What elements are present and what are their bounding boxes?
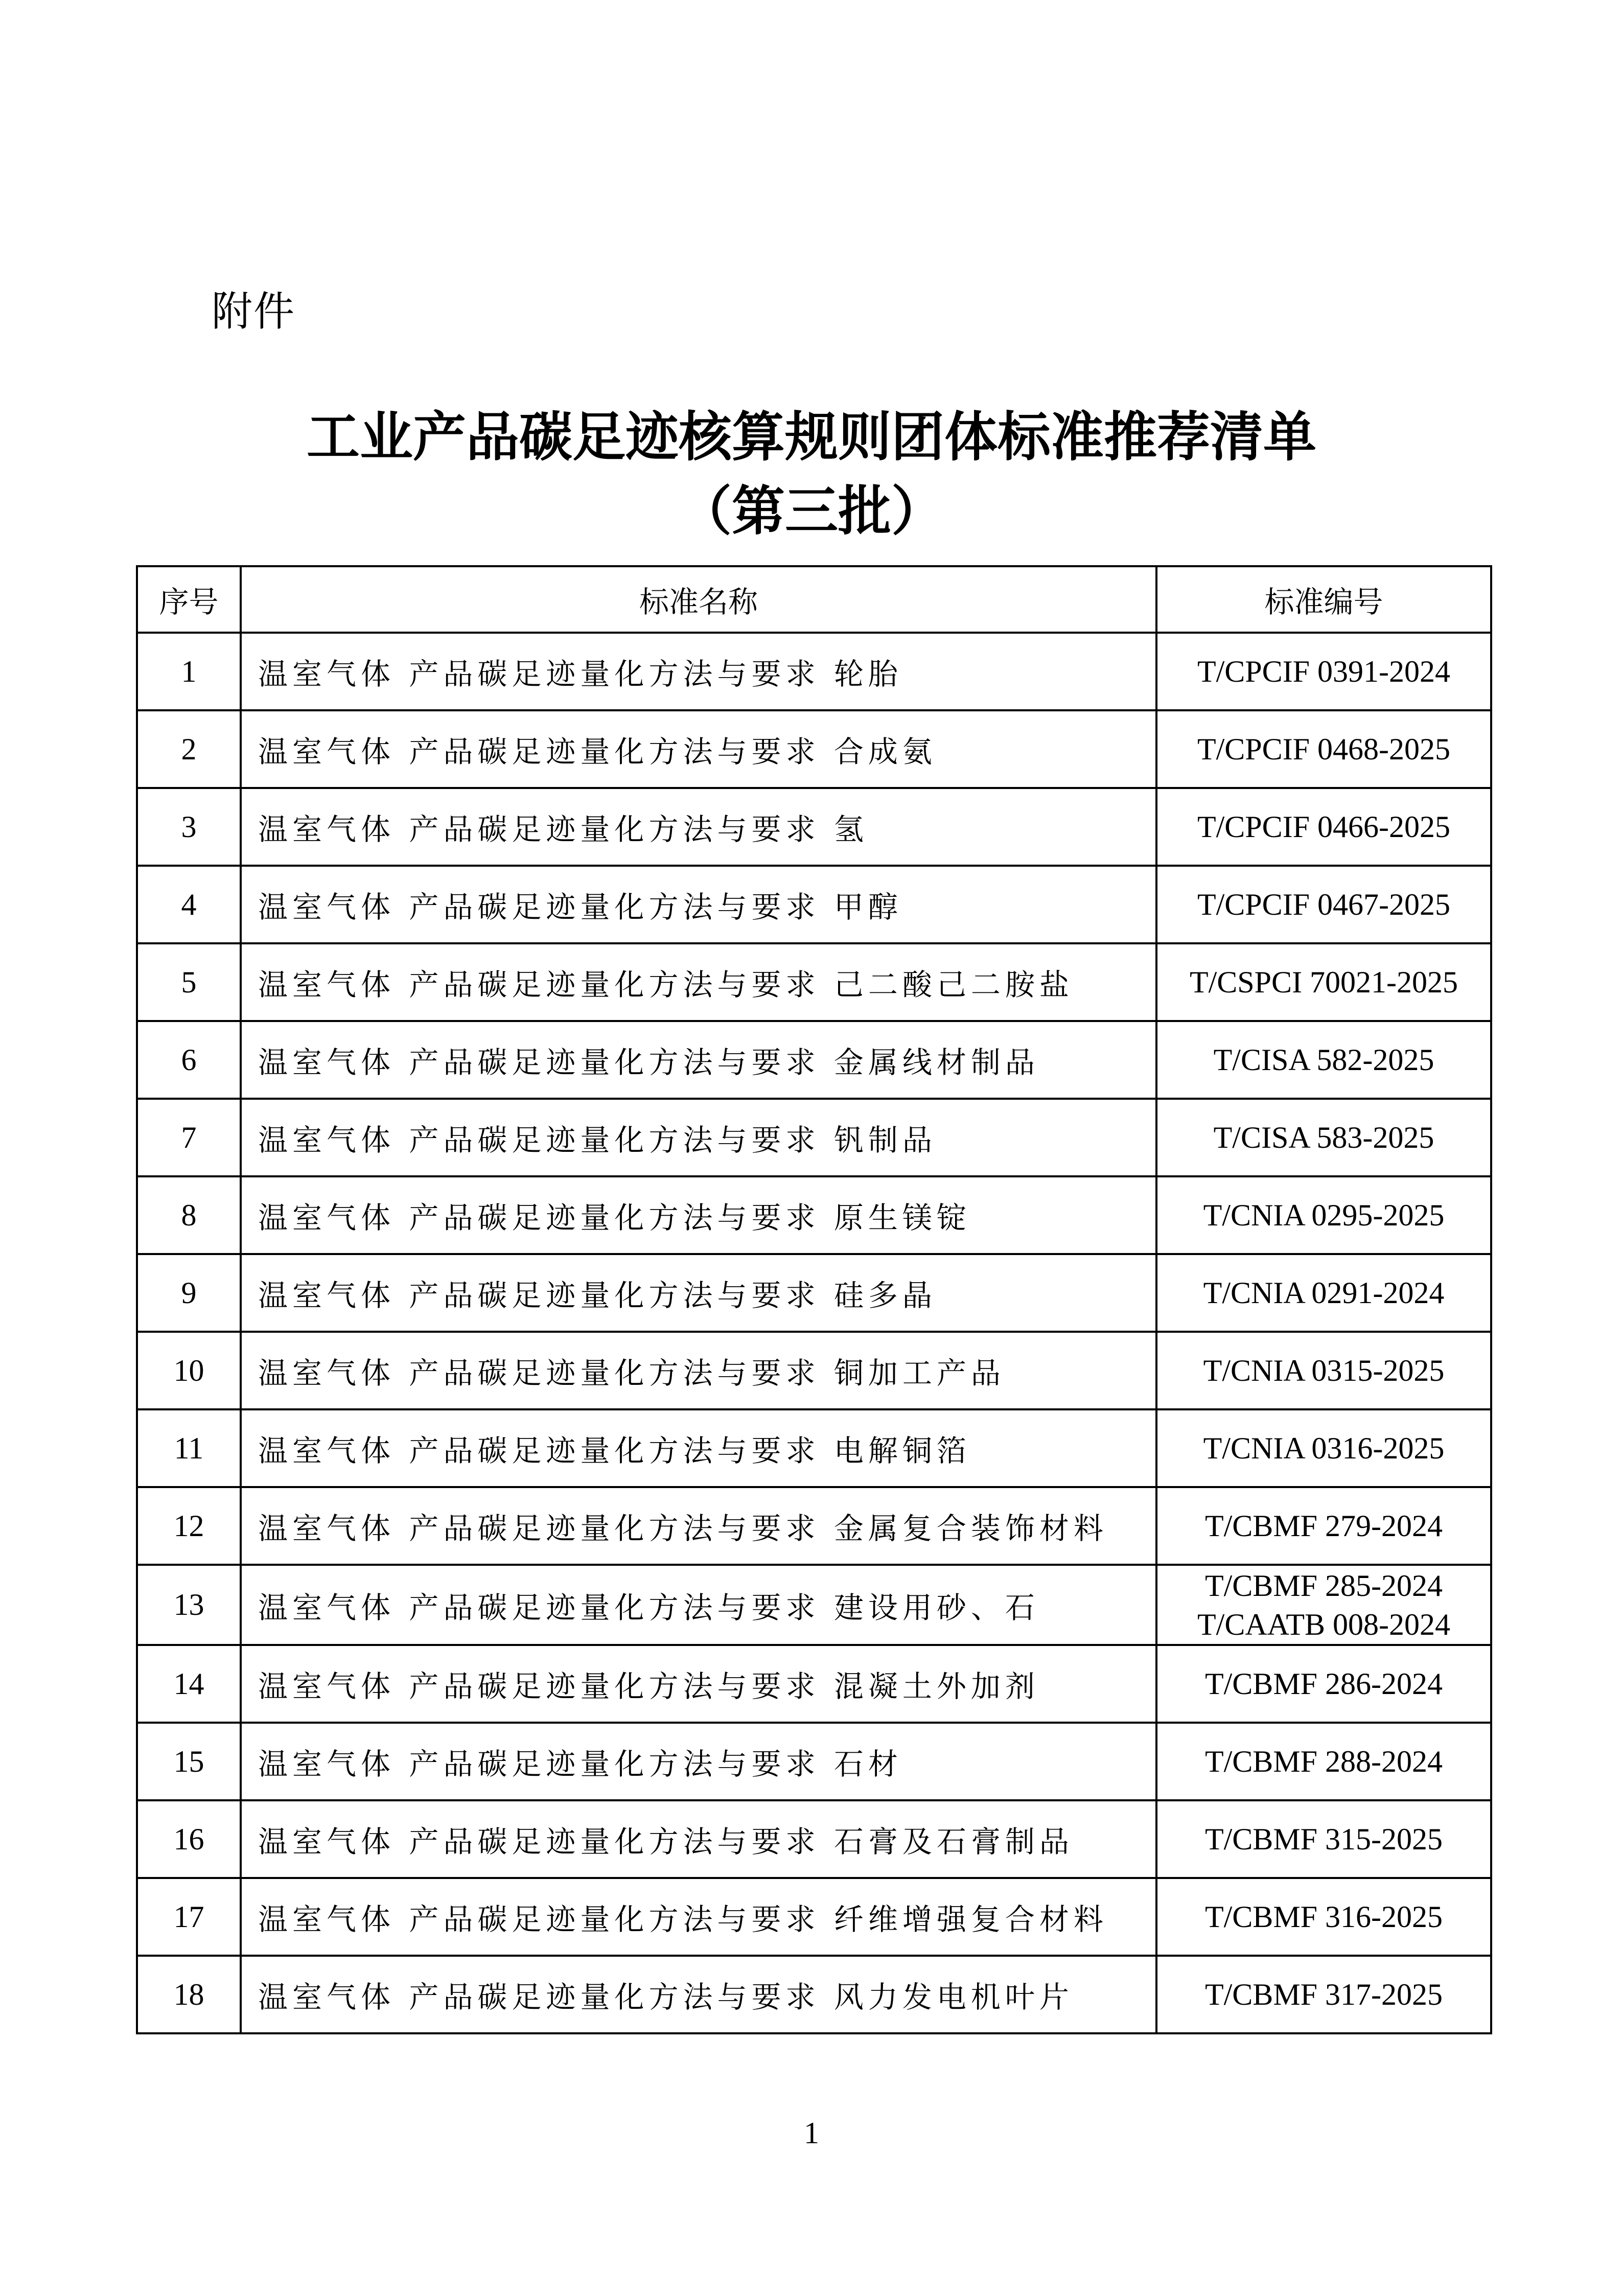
table-row <box>137 1878 1491 1956</box>
standard-code <box>1156 633 1491 710</box>
standard-code <box>1156 1099 1491 1176</box>
standard-code-line: T/CBMF 285-2024 <box>1204 1568 1443 1603</box>
standard-name: 温室气体 产品碳足迹量化方法与要求 原生镁锭 <box>241 1176 1156 1254</box>
row-number: 8 <box>137 1176 241 1254</box>
standard-name: 温室气体 产品碳足迹量化方法与要求 风力发电机叶片 <box>241 1956 1156 2033</box>
standard-code-line: T/CISA 583-2025 <box>1213 1121 1434 1154</box>
standard-name: 温室气体 产品碳足迹量化方法与要求 石膏及石膏制品 <box>241 1800 1156 1878</box>
standard-code <box>1156 1409 1491 1487</box>
row-number: 9 <box>137 1254 241 1332</box>
table-row <box>137 633 1491 710</box>
row-number: 16 <box>137 1800 241 1878</box>
standard-code-line: T/CBMF 317-2025 <box>1204 1978 1443 2011</box>
standard-code <box>1156 866 1491 943</box>
standard-code-line: T/CNIA 0316-2025 <box>1203 1431 1445 1465</box>
standard-name: 温室气体 产品碳足迹量化方法与要求 电解铜箔 <box>241 1409 1156 1487</box>
table-body <box>137 633 1491 2033</box>
standard-name: 温室气体 产品碳足迹量化方法与要求 轮胎 <box>241 633 1156 710</box>
row-number: 6 <box>137 1021 241 1099</box>
standard-name: 温室气体 产品碳足迹量化方法与要求 合成氨 <box>241 710 1156 788</box>
standard-code-line: T/CNIA 0291-2024 <box>1203 1276 1445 1310</box>
standard-code-line: T/CSPCI 70021-2025 <box>1189 965 1458 999</box>
row-number: 14 <box>137 1645 241 1723</box>
standard-code <box>1156 1565 1491 1645</box>
standard-code-line: T/CPCIF 0391-2024 <box>1197 655 1451 688</box>
standard-name: 温室气体 产品碳足迹量化方法与要求 钒制品 <box>241 1099 1156 1176</box>
standard-name: 温室气体 产品碳足迹量化方法与要求 混凝土外加剂 <box>241 1645 1156 1723</box>
table-row <box>137 1956 1491 2033</box>
table-row <box>137 1254 1491 1332</box>
standards-table <box>136 565 1492 2034</box>
row-number: 17 <box>137 1878 241 1956</box>
row-number: 5 <box>137 943 241 1021</box>
standard-code <box>1156 1645 1491 1723</box>
standard-code <box>1156 1723 1491 1800</box>
row-number: 12 <box>137 1487 241 1565</box>
table-header-row <box>137 566 1491 633</box>
standard-name: 温室气体 产品碳足迹量化方法与要求 纤维增强复合材料 <box>241 1878 1156 1956</box>
table-row <box>137 1409 1491 1487</box>
row-number: 3 <box>137 788 241 866</box>
table-row <box>137 788 1491 866</box>
row-number: 4 <box>137 866 241 943</box>
standard-code <box>1156 1021 1491 1099</box>
standard-code-line: T/CNIA 0315-2025 <box>1203 1354 1445 1387</box>
standard-code-line: T/CNIA 0295-2025 <box>1203 1198 1445 1232</box>
table-row <box>137 1099 1491 1176</box>
table-row <box>137 943 1491 1021</box>
standard-code <box>1156 788 1491 866</box>
header-name: 标准名称 <box>241 566 1156 633</box>
standard-name: 温室气体 产品碳足迹量化方法与要求 铜加工产品 <box>241 1332 1156 1409</box>
page-number: 1 <box>804 2116 819 2150</box>
attachment-label: 附件 <box>212 288 295 335</box>
standard-code-line: T/CAATB 008-2024 <box>1197 1607 1450 1641</box>
standard-code-line: T/CISA 582-2025 <box>1213 1043 1434 1077</box>
standard-code <box>1156 1176 1491 1254</box>
standard-code <box>1156 1487 1491 1565</box>
standard-name: 温室气体 产品碳足迹量化方法与要求 硅多晶 <box>241 1254 1156 1332</box>
standard-code-line: T/CBMF 288-2024 <box>1204 1745 1443 1778</box>
standard-code <box>1156 1878 1491 1956</box>
header-no: 序号 <box>137 566 241 633</box>
table-row <box>137 710 1491 788</box>
standard-code-line: T/CPCIF 0468-2025 <box>1197 732 1451 766</box>
standard-name: 温室气体 产品碳足迹量化方法与要求 建设用砂、石 <box>241 1565 1156 1645</box>
row-number: 2 <box>137 710 241 788</box>
row-number: 11 <box>137 1409 241 1487</box>
standard-code <box>1156 1332 1491 1409</box>
table-row <box>137 866 1491 943</box>
standard-code <box>1156 710 1491 788</box>
standard-code-line: T/CPCIF 0467-2025 <box>1197 888 1451 921</box>
table-row <box>137 1565 1491 1645</box>
standard-code-line: T/CBMF 316-2025 <box>1204 1900 1443 1934</box>
row-number: 15 <box>137 1723 241 1800</box>
standard-code-line: T/CPCIF 0466-2025 <box>1197 810 1451 844</box>
header-code: 标准编号 <box>1156 566 1491 633</box>
table-row <box>137 1723 1491 1800</box>
document-title: 工业产品碳足迹核算规则团体标准推荐清单 <box>306 405 1316 468</box>
table-row <box>137 1176 1491 1254</box>
standard-code <box>1156 1956 1491 2033</box>
standard-name: 温室气体 产品碳足迹量化方法与要求 氢 <box>241 788 1156 866</box>
table-row <box>137 1800 1491 1878</box>
standard-code <box>1156 1254 1491 1332</box>
row-number: 13 <box>137 1565 241 1645</box>
standard-code <box>1156 1800 1491 1878</box>
standard-name: 温室气体 产品碳足迹量化方法与要求 金属复合装饰材料 <box>241 1487 1156 1565</box>
standard-name: 温室气体 产品碳足迹量化方法与要求 金属线材制品 <box>241 1021 1156 1099</box>
standard-name: 温室气体 产品碳足迹量化方法与要求 己二酸己二胺盐 <box>241 943 1156 1021</box>
table-row <box>137 1332 1491 1409</box>
row-number: 18 <box>137 1956 241 2033</box>
standard-code-line: T/CBMF 279-2024 <box>1204 1509 1443 1543</box>
row-number: 7 <box>137 1099 241 1176</box>
standard-code-line: T/CBMF 315-2025 <box>1204 1822 1443 1856</box>
standard-name: 温室气体 产品碳足迹量化方法与要求 甲醇 <box>241 866 1156 943</box>
document-subtitle: （第三批） <box>678 479 944 542</box>
table-row <box>137 1021 1491 1099</box>
standard-code-line: T/CBMF 286-2024 <box>1204 1667 1443 1701</box>
row-number: 10 <box>137 1332 241 1409</box>
table-row <box>137 1645 1491 1723</box>
standard-name: 温室气体 产品碳足迹量化方法与要求 石材 <box>241 1723 1156 1800</box>
table-row <box>137 1487 1491 1565</box>
row-number: 1 <box>137 633 241 710</box>
standard-code <box>1156 943 1491 1021</box>
